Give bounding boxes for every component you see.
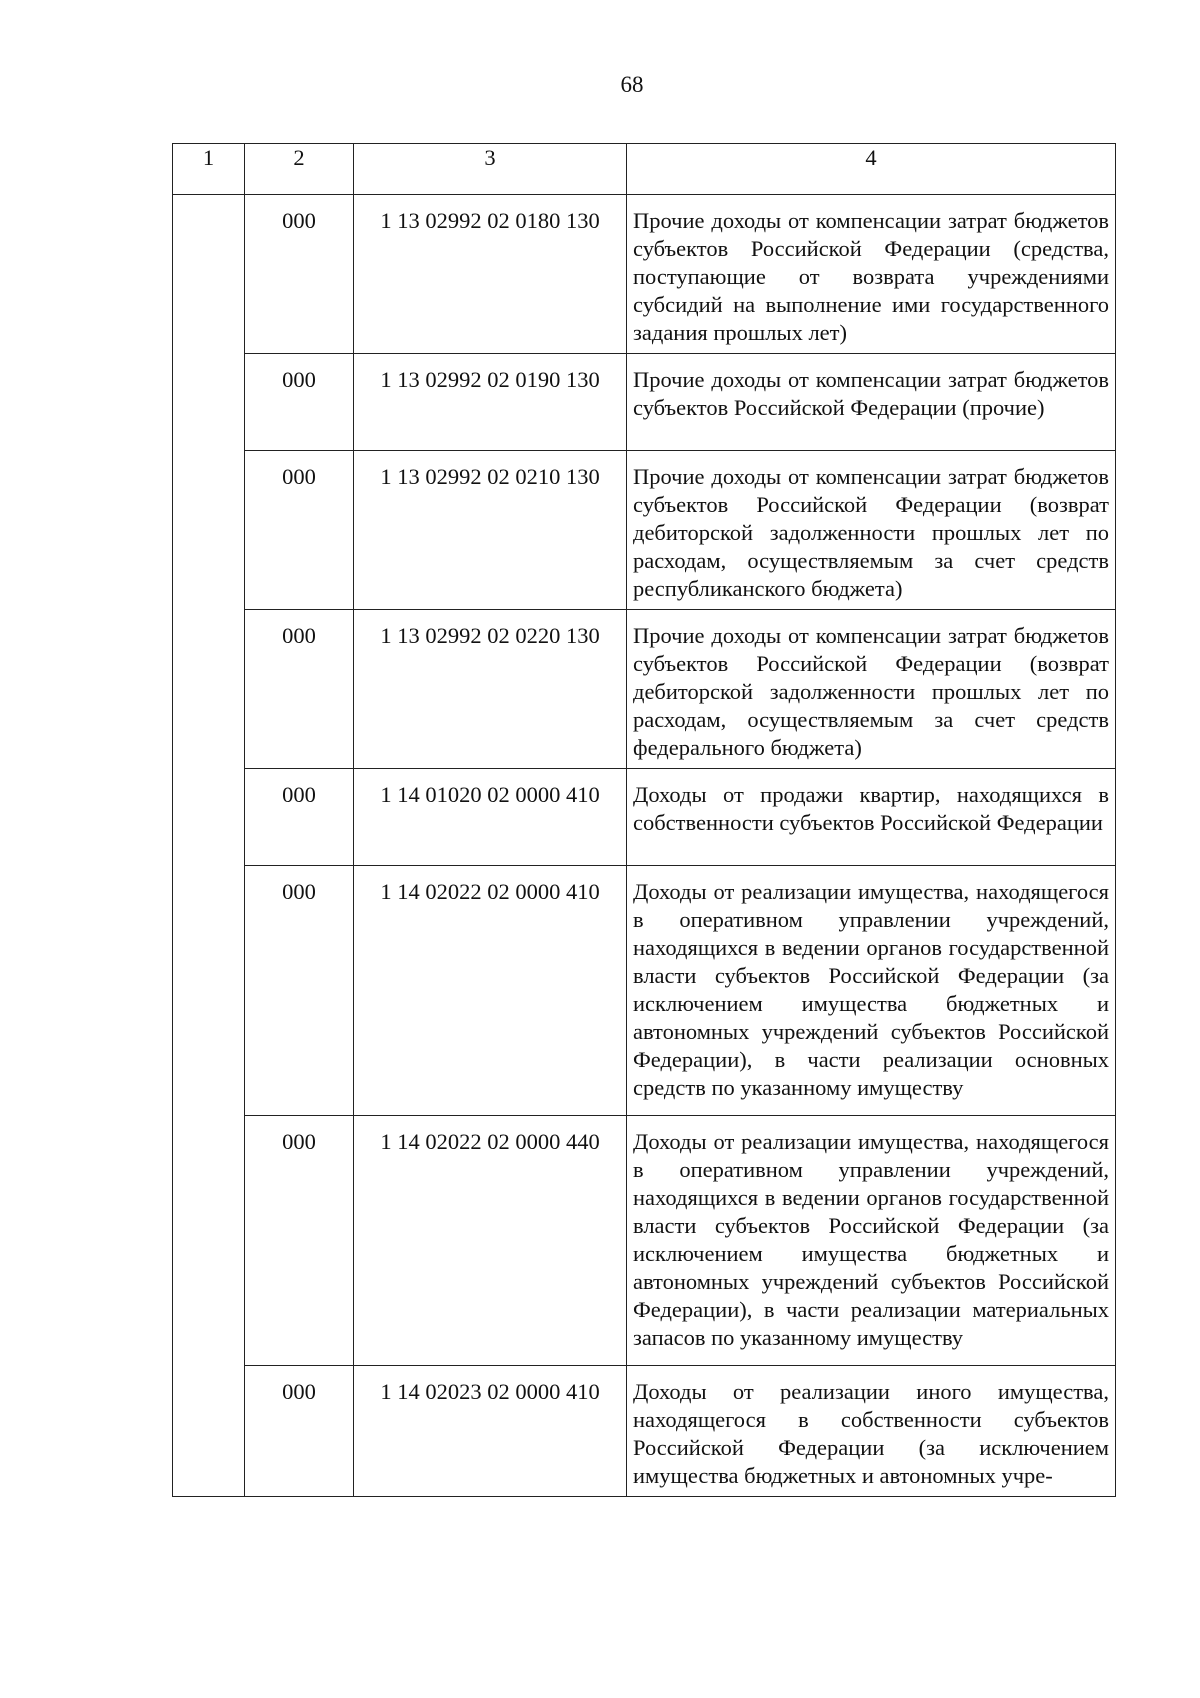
header-col-1: 1	[173, 144, 245, 195]
row-empty-cell	[173, 866, 245, 1116]
table-row	[173, 1116, 1116, 1366]
table-row	[173, 451, 1116, 610]
row-budget-code: 1 14 01020 02 0000 410	[354, 769, 627, 866]
row-admin-code: 000	[245, 1366, 354, 1497]
row-empty-cell	[173, 610, 245, 769]
budget-codes-table	[172, 143, 1116, 1497]
table-row	[173, 866, 1116, 1116]
row-description: Доходы от реализации имущества, находящегося в оперативном управлении учреждений, находящихся в ведении органов государственной власти субъектов Российской Федерации (за исключением имущества бюджетных и автономных учреждений субъектов Российской Федерации), в части реализации основных средств по указанному имуществу	[627, 866, 1116, 1116]
header-col-4: 4	[627, 144, 1116, 195]
row-admin-code: 000	[245, 354, 354, 451]
table-row	[173, 769, 1116, 866]
table-row	[173, 354, 1116, 451]
row-admin-code: 000	[245, 195, 354, 354]
table-row	[173, 195, 1116, 354]
table-row	[173, 1366, 1116, 1497]
row-description: Прочие доходы от компенсации затрат бюджетов субъектов Российской Федерации (возврат дебиторской задолженности прошлых лет по расходам, осуществляемым за счет средств республиканского бюджета)	[627, 451, 1116, 610]
row-description: Доходы от реализации иного имущества, находящегося в собственности субъектов Российской Федерации (за исключением имущества бюджетных и автономных учре-	[627, 1366, 1116, 1497]
row-budget-code: 1 13 02992 02 0220 130	[354, 610, 627, 769]
row-admin-code: 000	[245, 451, 354, 610]
row-empty-cell	[173, 1116, 245, 1366]
header-col-2: 2	[245, 144, 354, 195]
row-admin-code: 000	[245, 866, 354, 1116]
table-body	[173, 195, 1116, 1497]
row-budget-code: 1 13 02992 02 0190 130	[354, 354, 627, 451]
header-col-3: 3	[354, 144, 627, 195]
row-empty-cell	[173, 195, 245, 354]
row-description: Прочие доходы от компенсации затрат бюджетов субъектов Российской Федерации (прочие)	[627, 354, 1116, 451]
table-row	[173, 610, 1116, 769]
row-empty-cell	[173, 769, 245, 866]
row-empty-cell	[173, 451, 245, 610]
table-header	[173, 144, 1116, 195]
page-number: 68	[620, 72, 644, 97]
row-admin-code: 000	[245, 1116, 354, 1366]
row-empty-cell	[173, 354, 245, 451]
row-empty-cell	[173, 1366, 245, 1497]
row-budget-code: 1 14 02022 02 0000 440	[354, 1116, 627, 1366]
row-budget-code: 1 14 02022 02 0000 410	[354, 866, 627, 1116]
row-description: Прочие доходы от компенсации затрат бюджетов субъектов Российской Федерации (возврат дебиторской задолженности прошлых лет по расходам, осуществляемым за счет средств федерального бюджета)	[627, 610, 1116, 769]
row-description: Доходы от продажи квартир, находящихся в собственности субъектов Российской Федерации	[627, 769, 1116, 866]
row-budget-code: 1 13 02992 02 0210 130	[354, 451, 627, 610]
row-admin-code: 000	[245, 769, 354, 866]
row-admin-code: 000	[245, 610, 354, 769]
row-description: Прочие доходы от компенсации затрат бюджетов субъектов Российской Федерации (средства, поступающие от возврата учреждениями субсидий на выполнение ими государственного задания прошлых лет)	[627, 195, 1116, 354]
row-description: Доходы от реализации имущества, находящегося в оперативном управлении учреждений, находящихся в ведении органов государственной власти субъектов Российской Федерации (за исключением имущества бюджетных и автономных учреждений субъектов Российской Федерации), в части реализации материальных запасов по указанному имуществу	[627, 1116, 1116, 1366]
row-budget-code: 1 13 02992 02 0180 130	[354, 195, 627, 354]
row-budget-code: 1 14 02023 02 0000 410	[354, 1366, 627, 1497]
